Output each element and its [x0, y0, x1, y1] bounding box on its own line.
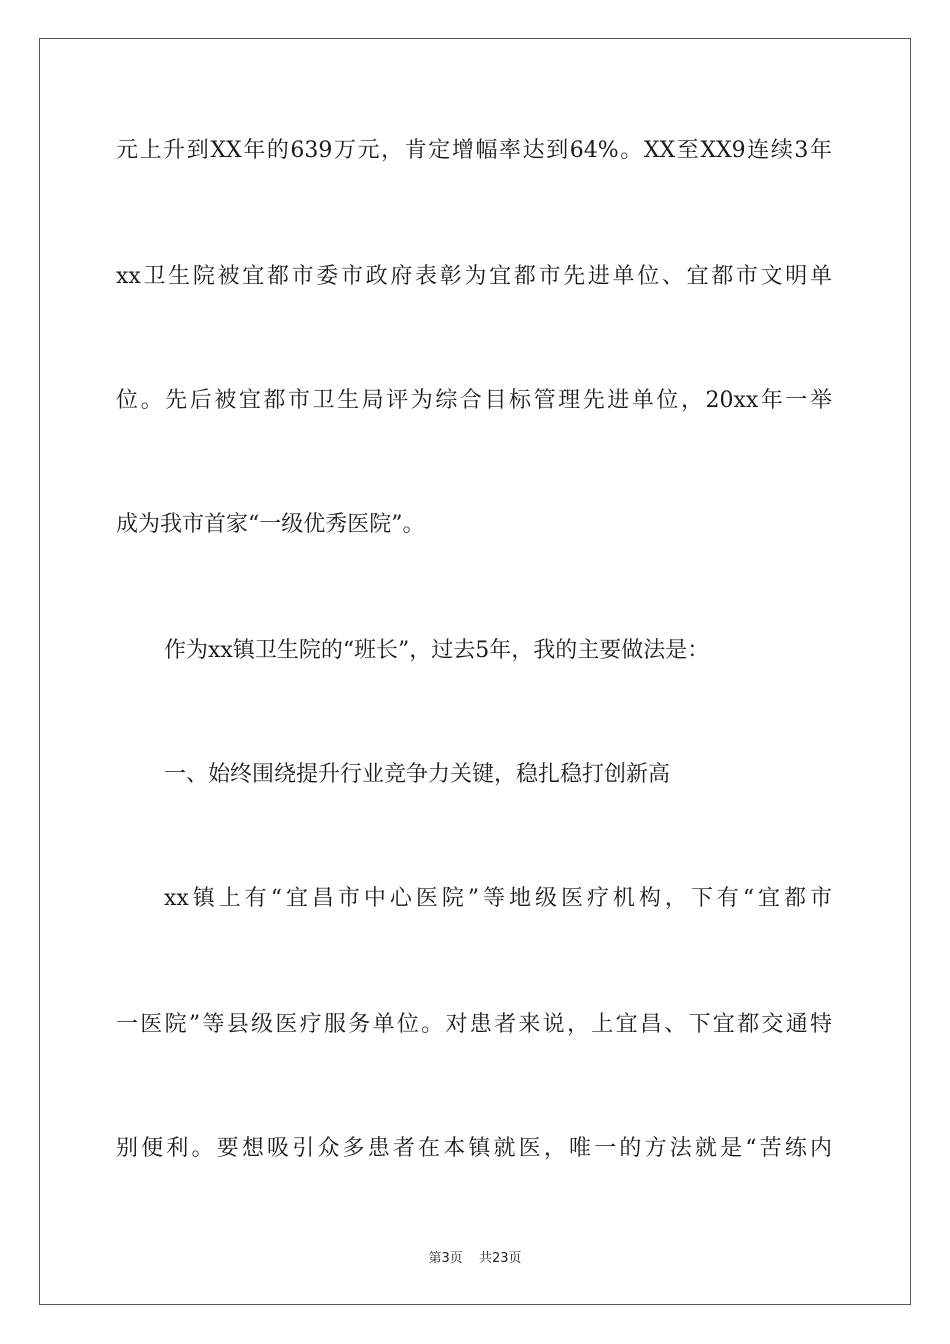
- body-text-line: 别便利。要想吸引众多患者在本镇就医，唯一的方法就是“苦练内: [116, 1136, 832, 1161]
- body-text-line: 一医院”等县级医疗服务单位。对患者来说，上宜昌、下宜都交通特: [116, 1012, 832, 1037]
- body-text-line: 成为我市首家“一级优秀医院”。: [116, 512, 425, 537]
- section-heading: 一、始终围绕提升行业竞争力关键，稳扎稳打创新高: [164, 762, 671, 787]
- page-footer: [0, 1247, 950, 1266]
- body-text-line: xx卫生院被宜都市委市政府表彰为宜都市先进单位、宜都市文明单: [116, 264, 832, 289]
- body-text-line: 元上升到XX年的639万元，肯定增幅率达到64%。XX至XX9连续3年: [116, 138, 832, 163]
- page-total: 共23页: [478, 1251, 522, 1266]
- page-number: 第3页: [428, 1251, 463, 1266]
- paragraph-text: xx镇上有“宜昌市中心医院”等地级医疗机构，下有“宜都市: [164, 886, 832, 911]
- page-border: [39, 38, 911, 1305]
- body-text-line: 位。先后被宜都市卫生局评为综合目标管理先进单位，20xx年一举: [116, 388, 832, 413]
- paragraph-text: 作为xx镇卫生院的“班长”，过去5年，我的主要做法是：: [164, 638, 710, 663]
